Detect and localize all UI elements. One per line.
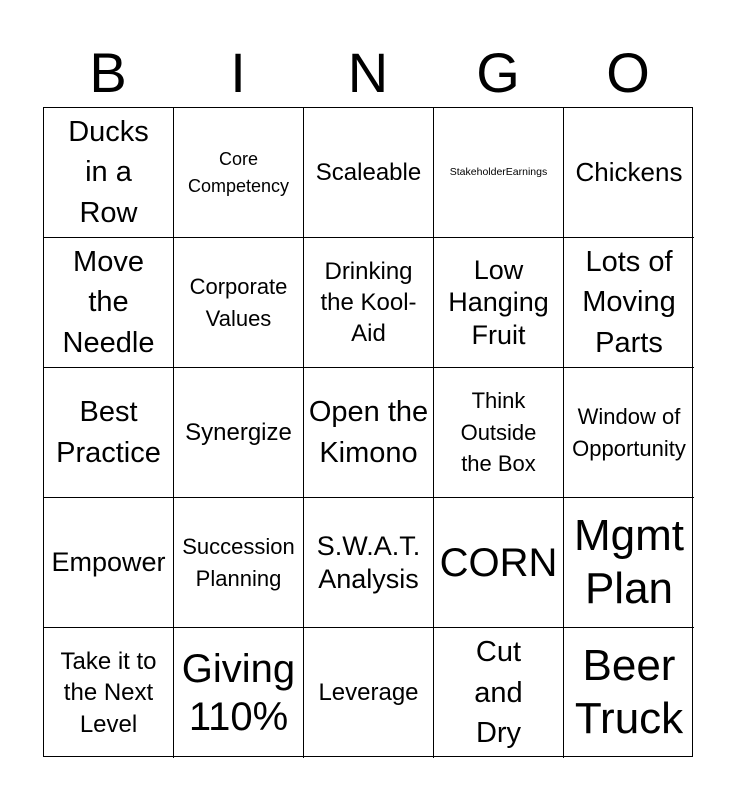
bingo-cell[interactable] bbox=[304, 628, 434, 758]
bingo-cell[interactable] bbox=[434, 368, 564, 498]
cell-text: Open the Kimono bbox=[308, 395, 429, 469]
cell-text: Mgmt Plan bbox=[574, 510, 684, 613]
cell-text: Corporate Values bbox=[189, 273, 288, 331]
cell-text: Core Competency bbox=[187, 149, 290, 196]
cell-text: Think Outside the Box bbox=[460, 387, 537, 477]
bingo-cell[interactable] bbox=[564, 498, 694, 628]
bingo-cell[interactable] bbox=[44, 498, 174, 628]
bingo-cell[interactable] bbox=[174, 368, 304, 498]
cell-text: CORN bbox=[439, 540, 558, 585]
cell-text: Synergize bbox=[185, 418, 292, 446]
cell-text: Succession Planning bbox=[182, 533, 295, 591]
bingo-cell[interactable] bbox=[434, 628, 564, 758]
bingo-cell[interactable] bbox=[44, 108, 174, 238]
bingo-cell[interactable] bbox=[304, 498, 434, 628]
cell-text: Best Practice bbox=[56, 395, 161, 469]
cell-text: Giving 110% bbox=[181, 647, 296, 739]
bingo-cell[interactable] bbox=[434, 108, 564, 238]
bingo-cell[interactable] bbox=[174, 238, 304, 368]
cell-text: Lots of Moving Parts bbox=[582, 245, 676, 359]
cell-text: Scaleable bbox=[315, 158, 422, 186]
cell-text: Ducks in a Row bbox=[68, 115, 149, 229]
header-letter-o: O bbox=[606, 41, 650, 104]
bingo-cell[interactable] bbox=[44, 368, 174, 498]
cell-text: Chickens bbox=[575, 156, 683, 187]
header-letter-g: G bbox=[476, 41, 520, 104]
bingo-cell[interactable] bbox=[174, 628, 304, 758]
cell-text: Drinking the Kool-Aid bbox=[320, 257, 417, 348]
cell-text: Window of Opportunity bbox=[572, 403, 686, 461]
bingo-cell[interactable] bbox=[564, 238, 694, 368]
cell-text: Leverage bbox=[318, 679, 419, 707]
cell-text: Move the Needle bbox=[62, 245, 155, 359]
bingo-cell[interactable] bbox=[564, 628, 694, 758]
header-letter-i: I bbox=[230, 41, 246, 104]
cell-text: Empower bbox=[51, 547, 166, 578]
header-letter-b: B bbox=[89, 41, 127, 104]
bingo-cell[interactable] bbox=[174, 108, 304, 238]
cell-text: S.W.A.T. Analysis bbox=[316, 531, 421, 594]
bingo-cell[interactable] bbox=[304, 238, 434, 368]
bingo-cell[interactable] bbox=[174, 498, 304, 628]
bingo-cell[interactable] bbox=[564, 368, 694, 498]
bingo-cell[interactable] bbox=[304, 368, 434, 498]
bingo-cell[interactable] bbox=[304, 108, 434, 238]
bingo-cell[interactable] bbox=[434, 498, 564, 628]
cell-text: Take it to the Next Level bbox=[60, 648, 157, 738]
bingo-cell[interactable] bbox=[44, 628, 174, 758]
bingo-cell[interactable] bbox=[434, 238, 564, 368]
cell-text: Beer Truck bbox=[574, 641, 684, 743]
bingo-header bbox=[43, 40, 693, 106]
bingo-cell[interactable] bbox=[564, 108, 694, 238]
cell-text: Low Hanging Fruit bbox=[448, 254, 549, 350]
bingo-cell[interactable] bbox=[44, 238, 174, 368]
header-letter-n: N bbox=[347, 41, 389, 104]
cell-text: StakeholderEarnings bbox=[449, 166, 548, 179]
bingo-board bbox=[43, 107, 693, 757]
cell-text: Cut and Dry bbox=[474, 636, 523, 750]
